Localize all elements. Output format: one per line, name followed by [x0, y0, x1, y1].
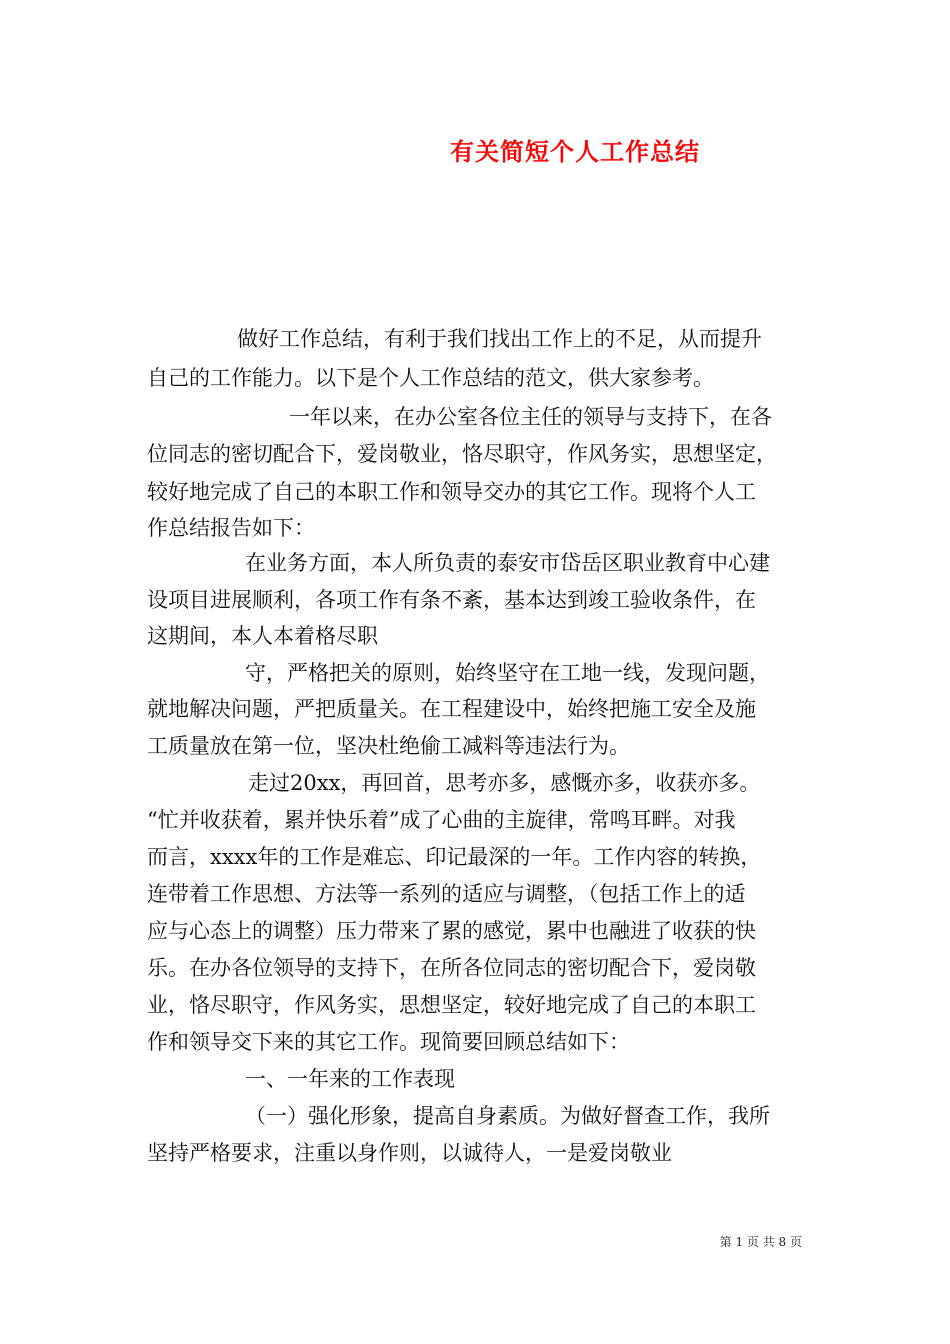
- body-line: 自己的工作能力。以下是个人工作总结的范文，供大家参考。: [147, 366, 714, 390]
- body-line: 走过20xx，再回首，思考亦多，感慨亦多，收获亦多。: [248, 771, 761, 795]
- body-line: 作总结报告如下：: [147, 516, 315, 540]
- body-line: （一）强化形象，提高自身素质。为做好督查工作，我所: [245, 1104, 770, 1128]
- body-line: 就地解决问题，严把质量关。在工程建设中，始终把施工安全及施: [147, 697, 756, 721]
- body-line: 而言，xxxx年的工作是难忘、印记最深的一年。工作内容的转换，: [147, 845, 762, 869]
- body-line: 较好地完成了自己的本职工作和领导交办的其它工作。现将个人工: [147, 480, 756, 504]
- body-line: 一年以来，在办公室各位主任的领导与支持下，在各: [289, 405, 772, 429]
- body-line: 业，恪尽职守，作风务实，思想坚定，较好地完成了自己的本职工: [147, 993, 756, 1017]
- body-line: 这期间，本人本着格尽职: [147, 624, 378, 648]
- body-line: 乐。在办各位领导的支持下，在所各位同志的密切配合下，爱岗敬: [147, 956, 756, 980]
- body-line: 在业务方面，本人所负责的泰安市岱岳区职业教育中心建: [245, 551, 770, 575]
- body-line: 设项目进展顺利，各项工作有条不紊，基本达到竣工验收条件，在: [147, 588, 756, 612]
- body-line: 作和领导交下来的其它工作。现简要回顾总结如下：: [147, 1030, 630, 1054]
- page-number: 第 1 页 共 8 页: [719, 1235, 802, 1249]
- section-heading: 一、一年来的工作表现: [245, 1067, 455, 1091]
- body-line: 位同志的密切配合下，爱岗敬业，恪尽职守，作风务实，思想坚定，: [147, 442, 777, 466]
- body-line: 连带着工作思想、方法等一系列的适应与调整，（包括工作上的适: [147, 882, 746, 906]
- body-line: 做好工作总结，有利于我们找出工作上的不足，从而提升: [237, 327, 762, 351]
- document-title: 有关简短个人工作总结: [450, 137, 700, 166]
- body-line: 工质量放在第一位，坚决杜绝偷工减料等违法行为。: [147, 734, 630, 758]
- body-line: 应与心态上的调整）压力带来了累的感觉，累中也融进了收获的快: [147, 919, 756, 943]
- body-line: 坚持严格要求，注重以身作则，以诚待人，一是爱岗敬业: [147, 1141, 672, 1165]
- body-line: “忙并收获着，累并快乐着”成了心曲的主旋律，常鸣耳畔。对我: [147, 808, 736, 832]
- body-line: 守，严格把关的原则，始终坚守在工地一线，发现问题，: [245, 661, 770, 685]
